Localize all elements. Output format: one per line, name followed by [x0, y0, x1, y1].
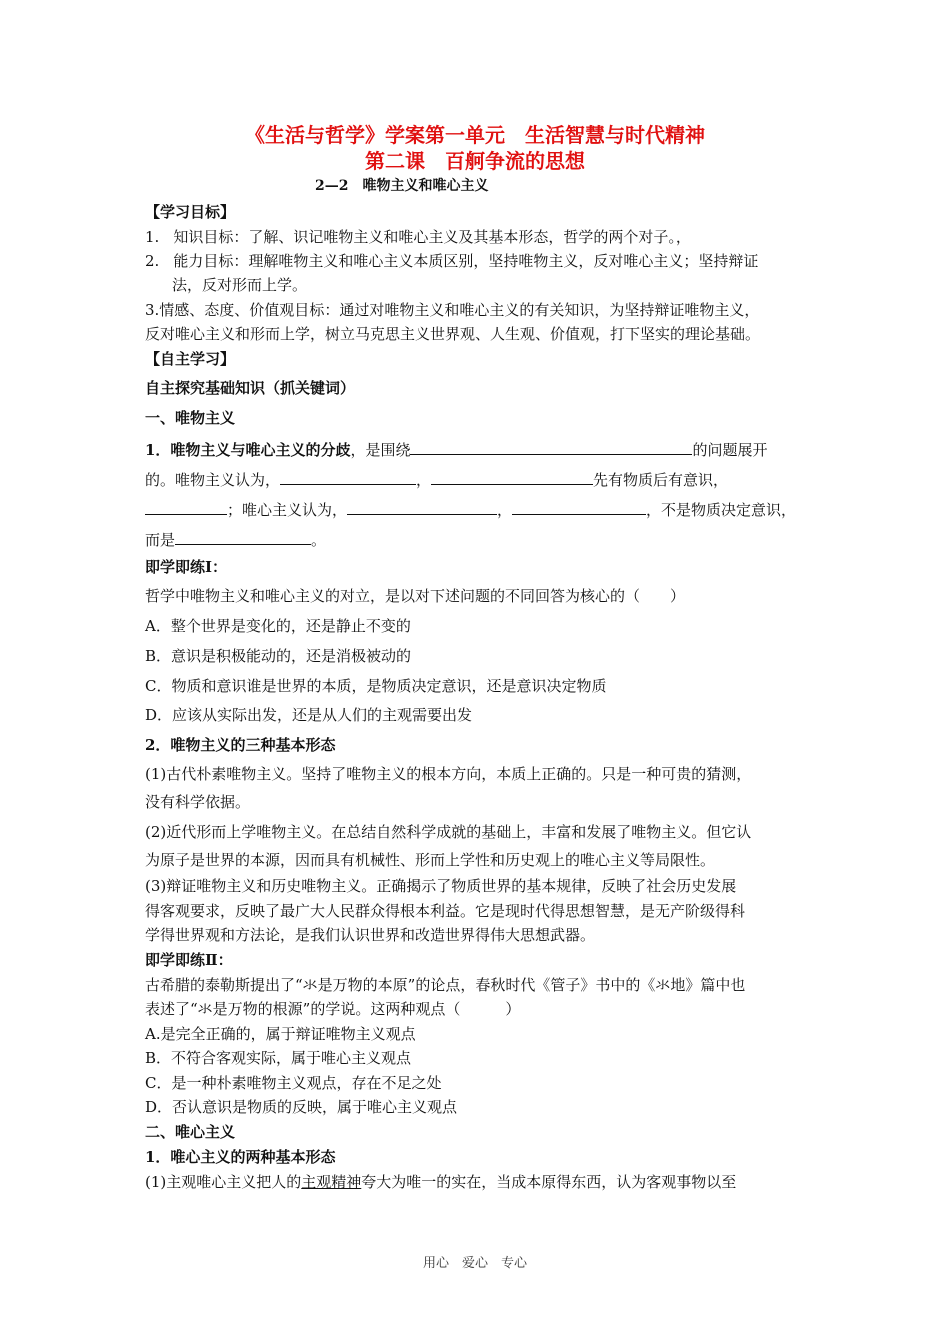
subjective-spirit-underlined: 主观精神: [301, 1173, 362, 1191]
title-line-1: 《生活与哲学》学案第一单元 生活智慧与时代精神: [245, 123, 705, 147]
question-1-text-e: 先有物质后有意识，: [593, 471, 729, 489]
goal-1-text: 知识目标：了解、识记唯物主义和唯心主义及其基本形态，哲学的两个对子。，: [173, 228, 691, 246]
idealism-form-1-pre: (1)主观唯心主义把人的: [145, 1173, 302, 1191]
answer-blank-5[interactable]: [347, 498, 497, 515]
goal-3-line-2: 反对唯心主义和形而上学，树立马克思主义世界观、人生观、价值观，打下坚实的理论基础。: [145, 325, 761, 343]
goal-1: [145, 227, 810, 247]
question-1-line-1: [145, 438, 810, 460]
answer-blank-3[interactable]: [431, 468, 593, 485]
idealism-form-1-post: 夸大为唯一的实在，当成本原得东西，认为客观事物以至: [361, 1173, 737, 1191]
answer-blank-2[interactable]: [280, 468, 416, 485]
question-1-text-j: 。: [311, 531, 327, 549]
exercise-2-option-b: B．不符合客观实际，属于唯心主义观点: [145, 1049, 412, 1067]
question-1-lead: 1．唯物主义与唯心主义的分歧: [145, 441, 351, 459]
answer-blank-1[interactable]: [410, 438, 692, 455]
goal-2-number: 2.: [145, 252, 160, 270]
exercise-1-question: 哲学中唯物主义和唯心主义的对立，是以对下述问题的不同回答为核心的（ ）: [145, 587, 686, 605]
question-1-text-g: ，: [497, 501, 513, 519]
exercise-1-heading: 即学即练Ⅰ：: [145, 558, 228, 576]
question-1-text-b: 的问题展开: [692, 441, 768, 459]
form-1-line-2: 没有科学依据。: [145, 793, 251, 811]
question-1-line-3: [145, 498, 810, 520]
form-1-line-1: (1)古代朴素唯物主义。坚持了唯物主义的根本方向，本质上正确的。只是一种可贵的猜测，: [145, 765, 752, 783]
materialism-forms-heading: 2．唯物主义的三种基本形态: [145, 736, 336, 754]
exercise-1-option-c: C．物质和意识谁是世界的本质，是物质决定意识，还是意识决定物质: [145, 677, 607, 695]
question-1-text-a: ，是围绕: [350, 441, 411, 459]
goal-3-line-1: 3.情感、态度、价值观目标：通过对唯物主义和唯心主义的有关知识，为坚持辩证唯物主义，: [145, 301, 760, 319]
page-footer: 用心 爱心 专心: [422, 1256, 527, 1271]
question-1-line-4: [145, 528, 810, 550]
exercise-2-option-c: C．是一种朴素唯物主义观点，存在不足之处: [145, 1074, 442, 1092]
exercise-2-option-a: A.是完全正确的，属于辩证唯物主义观点: [145, 1025, 416, 1043]
question-1-text-c: 的。唯物主义认为，: [145, 471, 281, 489]
answer-blank-7[interactable]: [175, 528, 311, 545]
question-1-text-h: ，不是物质决定意识，: [646, 501, 797, 519]
form-2-line-1: (2)近代形而上学唯物主义。在总结自然科学成就的基础上，丰富和发展了唯物主义。但它认: [145, 823, 752, 841]
section-idealism: 二、唯心主义: [145, 1123, 236, 1141]
self-study-heading: 【自主学习】: [145, 350, 236, 368]
exercise-2-heading: 即学即练Ⅱ：: [145, 951, 233, 969]
title-line-2: 第二课 百舸争流的思想: [365, 149, 585, 173]
goal-2: [145, 251, 810, 271]
idealism-forms-heading: 1．唯心主义的两种基本形态: [145, 1148, 336, 1166]
exercise-1-option-a: A．整个世界是变化的，还是静止不变的: [145, 617, 411, 635]
exercise-2-question-line-2: 表述了“氺是万物的根源”的学说。这两种观点（ ）: [145, 1000, 521, 1018]
lesson-subtitle: 2—2 唯物主义和唯心主义: [315, 178, 489, 194]
form-3-line-1: (3)辩证唯物主义和历史唯物主义。正确揭示了物质世界的基本规律，反映了社会历史发展: [145, 877, 737, 895]
exercise-1-option-d: D．应该从实际出发，还是从人们的主观需要出发: [145, 706, 473, 724]
exercise-2-option-d: D．否认意识是物质的反映，属于唯心主义观点: [145, 1098, 458, 1116]
goal-1-number: 1.: [145, 228, 160, 246]
goal-2-continued: 法，反对形而上学。: [172, 276, 308, 294]
question-1-text-f: ；唯心主义认为，: [227, 501, 348, 519]
exercise-1-option-b: B．意识是积极能动的，还是消极被动的: [145, 647, 412, 665]
form-2-line-2: 为原子是世界的本源，因而具有机械性、形而上学性和历史观上的唯心主义等局限性。: [145, 851, 716, 869]
goals-heading: 【学习目标】: [145, 203, 236, 221]
idealism-form-1: [145, 1172, 810, 1192]
question-1-text-i: 而是: [145, 531, 176, 549]
question-1-line-2: [145, 468, 810, 490]
question-1-text-d: ，: [416, 471, 432, 489]
exercise-2-question-line-1: 古希腊的泰勒斯提出了“氺是万物的本原”的论点，春秋时代《管子》书中的《氺地》篇中也: [145, 976, 746, 994]
section-materialism: 一、唯物主义: [145, 409, 236, 427]
answer-blank-6[interactable]: [512, 498, 646, 515]
goal-2-text: 能力目标：理解唯物主义和唯心主义本质区别，坚持唯物主义，反对唯心主义；坚持辩证: [173, 252, 759, 270]
form-3-line-3: 学得世界观和方法论，是我们认识世界和改造世界得伟大思想武器。: [145, 926, 596, 944]
self-study-subheading: 自主探究基础知识（抓关键词）: [145, 379, 356, 397]
form-3-line-2: 得客观要求，反映了最广大人民群众得根本利益。它是现时代得思想智慧，是无产阶级得科: [145, 902, 746, 920]
answer-blank-4[interactable]: [145, 498, 227, 515]
